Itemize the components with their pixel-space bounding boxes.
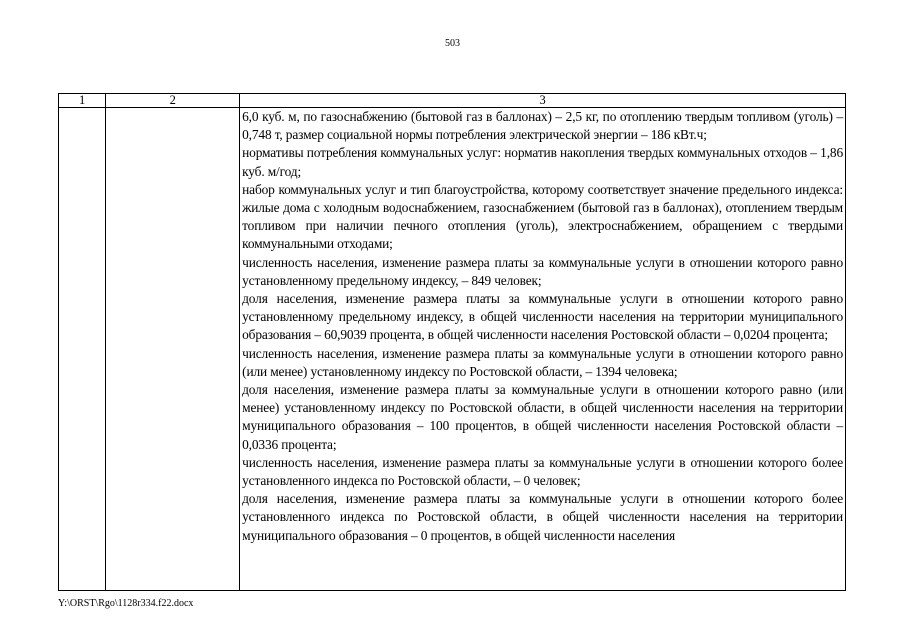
table-row [59, 108, 846, 591]
document-table [58, 93, 846, 591]
paragraph-population-equal-limit: численность населения, изменение размера платы за коммунальные услуги в отношении которого равно установленному предельному индексу, – 849 человек; [242, 254, 843, 288]
paragraph-services-set: набор коммунальных услуг и тип благоустройства, которому соответствует значение предельного индекса: жилые дома с холодным водоснабжением, газоснабжением (бытовой газ в баллонах), отоплением твердым топливом при наличии печного отопления (уголь), электроснабжением, обращением с твердыми коммунальными отходами; [242, 181, 843, 252]
column-header-3: 3 [240, 94, 846, 108]
column-header-2: 2 [106, 94, 240, 108]
page-number: 503 [445, 38, 460, 49]
paragraph-population-regional-index: численность населения, изменение размера платы за коммунальные услуги в отношении которого равно (или менее) установленному индексу по Ростовской области, – 1394 человека; [242, 345, 843, 379]
paragraph-gas-heating-norms: 6,0 куб. м, по газоснабжению (бытовой газ в баллонах) – 2,5 кг, по отоплению твердым топливом (уголь) – 0,748 т, размер социальной нормы потребления электрической энергии – 186 кВт.ч; [242, 109, 843, 143]
cell-col-2 [106, 108, 240, 591]
cell-col-1 [59, 108, 106, 591]
paragraph-share-equal-limit: доля населения, изменение размера платы за коммунальные услуги в отношении которого равно установленному предельному индексу, в общей численности населения на территории муниципального образования – 60,9039 процента, в общей численности населения Ростовской области – 0,0204 процента; [242, 291, 843, 343]
column-header-1: 1 [59, 94, 106, 108]
paragraph-population-above-index: численность населения, изменение размера платы за коммунальные услуги в отношении которого более установленного индекса по Ростовской области, – 0 человек; [242, 454, 843, 489]
cell-col-3 [240, 108, 846, 591]
paragraph-waste-norm: нормативы потребления коммунальных услуг: норматив накопления твердых коммунальных отходов – 1,86 куб. м/год; [242, 145, 843, 179]
paragraph-share-regional-index: доля населения, изменение размера платы за коммунальные услуги в отношении которого равно (или менее) установленному индексу по Ростовской области, в общей численности населения на территории муниципального образования – 100 процентов, в общей численности населения Ростовской области – 0,0336 процента; [242, 382, 843, 452]
table-header-row [59, 94, 846, 108]
footer-file-path: Y:\ORST\Rgo\1128r334.f22.docx [58, 598, 194, 609]
paragraph-share-above-index: доля населения, изменение размера платы за коммунальные услуги в отношении которого более установленного индекса по Ростовской области, в общей численности населения на территории муниципального образования – 0 процентов, в общей численности населения [242, 491, 843, 543]
